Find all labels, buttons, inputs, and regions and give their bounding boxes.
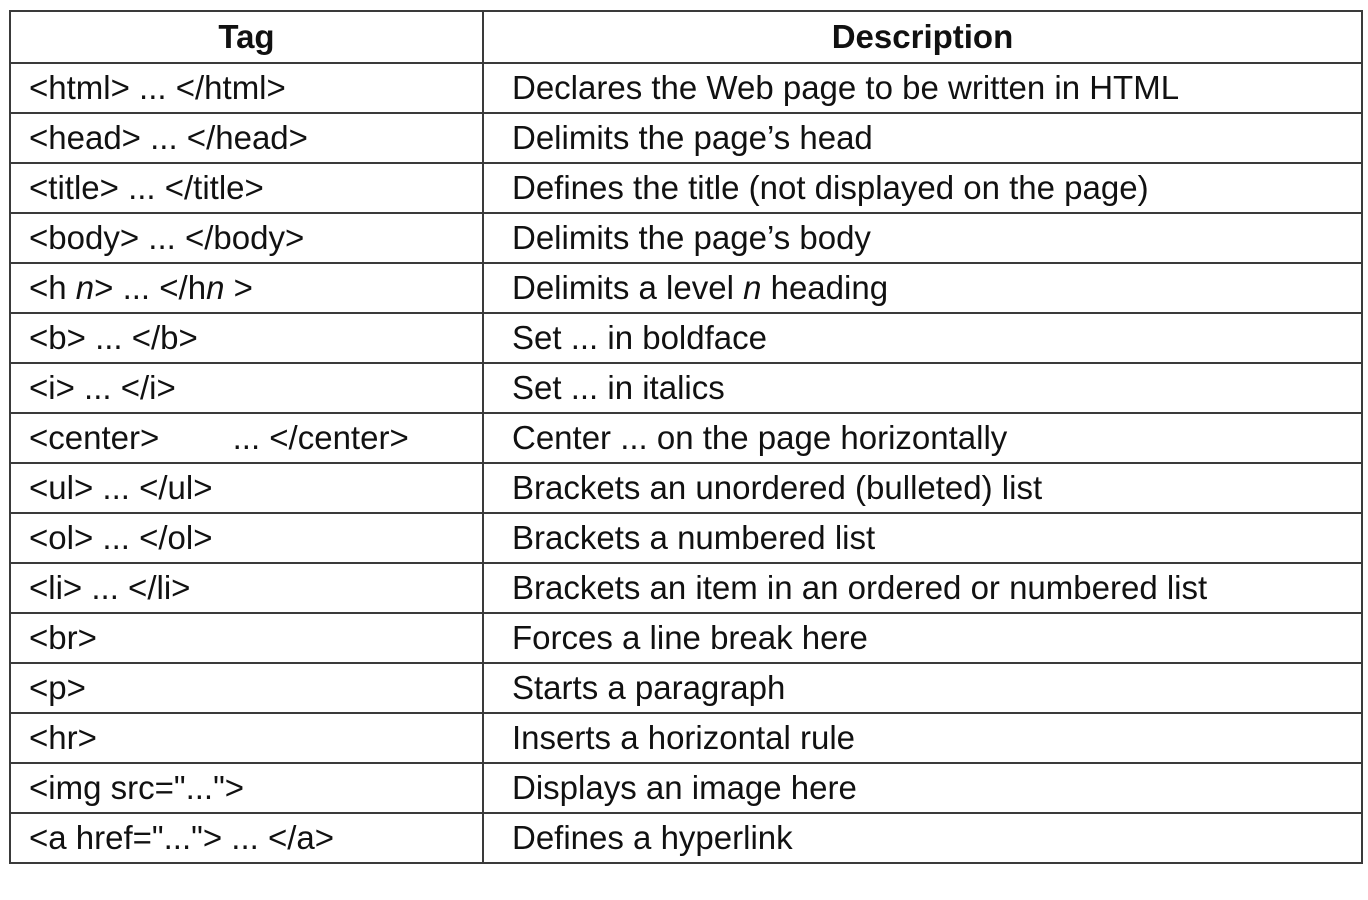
description-cell: Forces a line break here [483,613,1362,663]
tag-cell: <ol> ... </ol> [10,513,483,563]
description-part: heading [761,269,889,306]
tag-cell: <center> ... </center> [10,413,483,463]
description-cell: Defines a hyperlink [483,813,1362,863]
html-tag-table [9,10,1363,864]
description-cell: Inserts a horizontal rule [483,713,1362,763]
header-row [10,11,1362,63]
tag-part: <h [29,269,76,306]
table-row [10,463,1362,513]
tag-cell: <i> ... </i> [10,363,483,413]
table-row [10,713,1362,763]
tag-cell: <li> ... </li> [10,563,483,613]
description-cell: Starts a paragraph [483,663,1362,713]
tag-cell: <ul> ... </ul> [10,463,483,513]
tag-column-header: Tag [10,11,483,63]
description-cell: Set ... in boldface [483,313,1362,363]
table-row [10,363,1362,413]
table-row [10,313,1362,363]
description-cell: Brackets a numbered list [483,513,1362,563]
description-cell: Defines the title (not displayed on the page) [483,163,1362,213]
description-cell: Set ... in italics [483,363,1362,413]
tag-cell: <p> [10,663,483,713]
tag-cell: <hr> [10,713,483,763]
description-cell: Center ... on the page horizontally [483,413,1362,463]
tag-part: > ... </h [94,269,207,306]
tag-cell: <html> ... </html> [10,63,483,113]
table-row [10,213,1362,263]
table-row [10,613,1362,663]
tag-cell-heading [10,263,483,313]
tag-cell: <body> ... </body> [10,213,483,263]
table-row [10,813,1362,863]
table-row [10,163,1362,213]
description-part-italic: n [743,269,762,306]
tag-cell: <a href="..."> ... </a> [10,813,483,863]
tag-part-italic: n [206,269,225,306]
description-cell: Delimits the page’s body [483,213,1362,263]
table-row [10,63,1362,113]
table-row [10,113,1362,163]
table-row [10,563,1362,613]
description-column-header: Description [483,11,1362,63]
table-row [10,413,1362,463]
tag-cell: <b> ... </b> [10,313,483,363]
description-cell: Brackets an unordered (bulleted) list [483,463,1362,513]
tag-part: > [224,269,253,306]
table-row [10,513,1362,563]
table-row [10,663,1362,713]
tag-cell: <head> ... </head> [10,113,483,163]
table-row [10,763,1362,813]
table-row [10,263,1362,313]
description-cell: Declares the Web page to be written in HTML [483,63,1362,113]
description-part: Delimits a level [512,269,744,306]
tag-cell: <title> ... </title> [10,163,483,213]
tag-part-italic: n [75,269,95,306]
description-cell: Delimits the page’s head [483,113,1362,163]
description-cell-heading [483,263,1362,313]
tag-cell: <br> [10,613,483,663]
description-cell: Brackets an item in an ordered or numbered list [483,563,1362,613]
tag-cell: <img src="..."> [10,763,483,813]
description-cell: Displays an image here [483,763,1362,813]
